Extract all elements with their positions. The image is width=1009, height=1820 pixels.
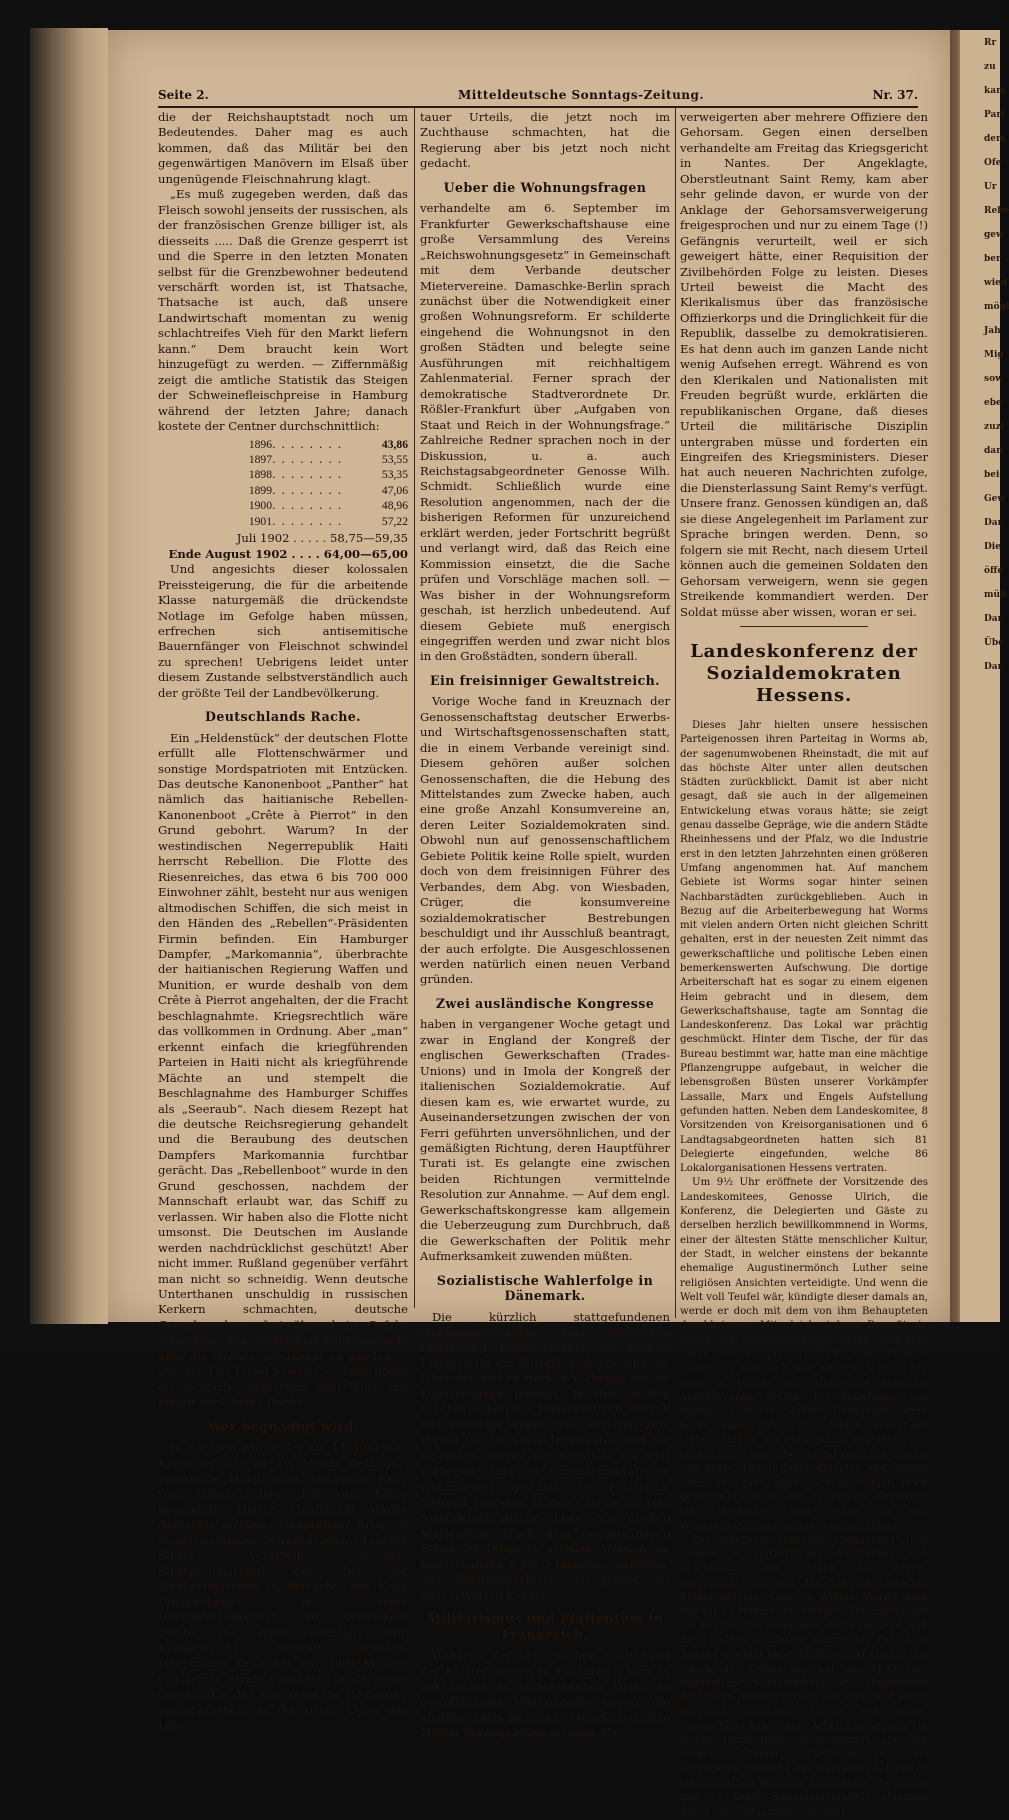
next-page-fragment: ber	[984, 254, 1001, 264]
next-page-fragment: kam	[984, 86, 1006, 96]
column-rule	[675, 108, 676, 1318]
price-year: 1897	[248, 452, 272, 466]
article-heading: Sozialistische Wahlerfolge in Dänemark.	[436, 1272, 654, 1304]
next-page-fragment: sow	[984, 374, 1003, 384]
price-row	[158, 452, 408, 467]
next-page-fragment: Ur	[984, 182, 997, 192]
newspaper-title: Mitteldeutsche Sonntags-Zeitung.	[458, 88, 705, 102]
page-number: Seite 2.	[158, 88, 209, 102]
next-page-fragment: Gew	[984, 494, 1006, 504]
next-page-fragment: zu	[984, 62, 996, 72]
price-row-august: Ende August 1902 . . . . 64,00—65,00	[168, 546, 408, 561]
column-2	[420, 110, 670, 1740]
paragraph: Die kürzlich stattgefundenen Wahlmännerwahlen zum dänischen Landsthing haben bisher zu großen Erfolgen für die Sozialdemokratie und die Liberalen und zu starken Verlusten für die Konservativen geführt. In den großen Städten haben die Konservativen überall bedeutend an Stimmenzahl verloren, zum Vorteil für die Sozialdemokraten und die Liberalen. Soweit die Resultate bis jetzt vorliegen, sind 39 sozialdemokratische Wahlmänner gewählt. In Fridericia, Näftved, Nakskov, Horsens siegte die rein sozialdemokratische Liste mit großen Majoritäten. Nach dem gegenwärtigen Stand der Dinge zu urteilen, werden die Konservativen 6 bis 7 Mandate einbüßen, ihre Stimmenverluste sind größer, als man erwarten konnte.	[420, 1309, 670, 1602]
column-1	[158, 110, 408, 1733]
paragraph: haben in vergangener Woche getagt und zwar in England der Kongreß der englischen Gewerkschaften (Trades-Unions) und in Imola der Kongreß der italienischen Sozialdemokratie. Auf diesen kam es, wie erwartet wurde, zu Auseinandersetzungen zwischen der von Ferri geführten unversöhnlichen, und der gemäßigten Richtung, deren Hauptführer Turati ist. Es gelangte eine zwischen beiden Richtungen vermittelnde Resolution zur Annahme. — Auf dem engl. Gewerkschaftskongresse kam allgemein die Ueberzeugung zum Durchbruch, daß die Gewerkschaften der Politik mehr Aufmerksamkeit zuwenden müßten.	[420, 1017, 670, 1264]
next-page-fragment: Übe	[984, 638, 1004, 648]
next-page-fragment: öffe	[984, 566, 1004, 576]
page-header	[158, 86, 918, 108]
price-row	[158, 483, 408, 498]
issue-number: Nr. 37.	[872, 88, 918, 102]
price-year: 1901	[248, 514, 272, 528]
price-table	[158, 437, 408, 530]
price-value: 57,22	[381, 514, 408, 528]
article-heading: Ein freisinniger Gewaltstreich.	[430, 672, 660, 688]
article-heading: Militarismus und Pfaffentum in Frankreich.	[427, 1611, 663, 1642]
price-row	[158, 514, 408, 529]
price-value: 48,96	[381, 499, 408, 513]
article-heading: Landeskonferenz der Sozialdemokraten Hessens.	[690, 640, 918, 706]
next-page-fragment: Jah	[984, 326, 1001, 336]
next-page-fragment: bei	[984, 470, 1000, 480]
price-value: 53,55	[381, 452, 408, 466]
leader-dots: . . . . . . . .	[272, 451, 343, 466]
paragraph: Und angesichts dieser kolossalen Preissteigerung, die für die arbeitende Klasse naturgemäß die drückendste Notlage im Gefolge haben müssen, erfrechen sich antisemitische Bauernfänger von Fleischnot schwindel zu sprechen! Uebrigens leidet unter diesem Zustande selbstverständlich auch der größte Teil der Landbevölkerung.	[158, 562, 408, 700]
paragraph: Vorige Woche fand in Kreuznach der Genossenschaftstag deutscher Erwerbs- und Wirtschaftsgenossenschaften statt, die in einem Verbande vereinigt sind. Diesem gehören außer solchen Genossenschaften, die die Hebung des Mittelstandes zum Zwecke haben, auch eine große Anzahl Konsumvereine an, deren Leiter Sozialdemokraten sind. Obwohl nun auf genossenschaftlichem Gebiete Politik keine Rolle spielt, wurden doch von dem freisinnigen Führer des Verbandes, dem Abg. von Wiesbaden, Crüger, die konsumvereine sozialdemokratischer Bestrebungen beschuldigt und ihr Ausschluß beantragt, der auch erfolgte. Die Ausgeschlossenen werden natürlich einen neuen Verband gründen.	[420, 694, 670, 987]
paragraph: „Es muß zugegeben werden, daß das Fleisch sowohl jenseits der russischen, als der französischen Grenze billiger ist, als diesseits ..... Daß die Grenze gesperrt ist und die Sperre in den letzten Monaten selbst für die Grenzbewohner bedeutend verschärft worden ist, ist Thatsache, Thatsache ist auch, daß unsere Landwirtschaft momentan zu wenig schlachtreifes Vieh für den Markt liefern kann.“ Dem braucht kein Wort hinzugefügt zu werden. — Ziffernmäßig zeigt die amtliche Statistik das Steigen der Schweinefleischpreise in Hamburg während der letzten Jahre; danach kostete der Centner durchschnittlich:	[158, 187, 408, 434]
price-year: 1899	[248, 483, 272, 497]
next-page-fragment: wied	[984, 278, 1008, 288]
price-value: 53,35	[381, 468, 408, 482]
article-heading: Wer begnadigt wird.	[207, 1418, 359, 1434]
next-page-fragment: dan	[984, 446, 1003, 456]
next-page-fragment: ebe	[984, 398, 1002, 408]
price-value: 47,06	[381, 483, 408, 497]
paragraph: In Sachsen wurde der am 14. Juni vom Kriegsgerichte zu 4½ Monat Gefängnis verurteilte Hauptmann Ambrosius Krug vom Infanterie-Reg. 178 vom König begnadigt. Dieser Gnadenakt dürfte Aufsehen erregen. Hauptmann Krug ist wegen gemeiner Schwindeleien zu dieser Strafe verurteilt worden. Strafverschärfend kam bei der Strafausmessung in Betracht, daß Krug Untergebene in seine Unregelmäßigkeiten zu verwickeln wußte, die dann ebenfalls vom Kriegsgericht bestraft wurden. Hauptmann Krug hat nur zwei Monate von seiner Strafe verbüßt. Für derartige Gnadenakte des Königs ist die Regierung verantwortlich. An die armen Opfer des Löb-	[158, 1440, 408, 1733]
next-page-fragment: Die	[984, 542, 1001, 552]
price-row	[158, 498, 408, 513]
next-page-fragment: zuzi	[984, 422, 1005, 432]
price-row-july: Juli 1902 . . . . . 58,75—59,35	[236, 531, 408, 546]
next-page-fragment: Rebe	[984, 206, 1009, 216]
price-row	[158, 437, 408, 452]
price-year: 1900	[248, 499, 272, 513]
next-page-fragment: Ofe	[984, 158, 1002, 168]
price-year: 1896	[248, 437, 272, 451]
price-year: 1898	[248, 468, 272, 482]
paragraph: Der Arbeitergesangverein „Sängerlust“ trug sodann in vortrefflicher Ausführung den prächtigen Chor „Mann der Arbeit, aufgewacht“ vor, der den Sängern lebhaften Beifall brachte. Genosse Winkler-Worms hieß hierauf im Namen der hiesigen Parteigenossen die Konferenz willkommen, dafür dankend, daß die Landesorganisation Worms als Ort ihrer Tagung gewählt habe. Redner lenkt ebenso wie Ulrich die Erinnerung auf die 1872 hier abgehaltene Versammlung des Allgemeinen deutschen Arbeitervereins hin und zieht einen Vergleich zwischen damals und heute. Inzwischen habe die Arbeiterbewegung in Worms lange Jahre geschlummert, aber ein junger Stamm Parteigenossen sei herangewachsen und das Wort eines bekannten einflußreichen Wormser Einwohners „In Worms gibt es keine Sozialdemokratie!“ glänzend durch die Thatsachen widerlegt	[680, 1534, 928, 1818]
paragraph: Während der behördlichen Schließung der Klosterschulen in Frankreich kam es bekanntlich in verschiedenen Orten zu gewaltsamem Widerstande gegen die ausführenden Beamten. Mehrfach mußte Militär herangezogen werden. Es	[420, 1648, 670, 1740]
paragraph: Ein „Heldenstück“ der deutschen Flotte erfüllt alle Flottenschwärmer und sonstige Mordspatrioten mit Entzücken. Das deutsche Kanonenboot „Panther“ hat nämlich das haitianische Rebellen-Kanonenboot „Crête à Pierrot“ in den Grund gebohrt. Warum? In der westindischen Negerrepublik Haiti herrscht Rebellion. Die Flotte des Riesenreiches, das etwa 6 bis 700 000 Einwohner zählt, besteht nur aus wenigen altmodischen Schiffen, die sich meist in den Händen des „Rebellen“-Präsidenten Firmin befinden. Ein Hamburger Dampfer, „Markomannia“, überbrachte der haitianischen Regierung Waffen und Munition, er wurde deshalb von dem Crête à Pierrot angehalten, der die Fracht beschlagnahmte. Kriegsrechtlich wäre das vollkommen in Ordnung. Aber „man“ erkennt einfach die kriegführenden Parteien in Haiti nicht als kriegführende Mächte an und stempelt die Beschlagnahme des Hamburger Schiffes als „Seeraub“. Nach diesem Rezept hat die deutsche Reichsregierung gehandelt und die Beraubung des deutschen Dampfers Markomannia furchtbar gerächt. Das „Rebellenboot“ wurde in den Grund geschossen, nachdem der Mannschaft erlaubt war, das Schiff zu verlassen. Wir haben also die Flotte nicht umsonst. Die Deutschen im Auslande werden nachdrücklichst geschützt! Aber nicht immer. Rußland gegenüber verfährt man nicht so schneidig. Wenn deutsche Unterthanen unschuldig in russischen Kerkern schmachten, deutsche Grenzbewohner fortwährend in Gefahr schweben, von russischen Polizeispitzeln über die Grenze geschleppt zu werden — wie der Fall Kugel beweist — dann findet die deutsche Regierung kein Wort und nimmt auch keine Rache.	[158, 730, 408, 1410]
next-page-fragment: Mig	[984, 350, 1004, 360]
next-page-fragment: müß	[984, 590, 1007, 600]
price-row	[158, 467, 408, 482]
leader-dots: . . . . . . . .	[272, 482, 343, 497]
article-heading: Deutschlands Rache.	[205, 709, 361, 725]
article-end-rule	[740, 626, 868, 627]
next-page-fragment: Dar	[984, 614, 1003, 624]
book-page-edges	[30, 28, 108, 1324]
column-3	[680, 110, 928, 1818]
next-page-fragment: Dar	[984, 662, 1003, 672]
leader-dots: . . . . . . . .	[272, 467, 343, 482]
next-page-strip	[960, 30, 1009, 1322]
price-value: 43,86	[381, 437, 408, 451]
next-page-fragment: Pari	[984, 110, 1005, 120]
article-heading: Zwei ausländische Kongresse	[435, 995, 655, 1011]
paragraph: Dieses Jahr hielten unsere hessischen Parteigenossen ihren Parteitag in Worms ab, der sagenumwobenen Rheinstadt, die mit auf das höchste Alter unter allen deutschen Städten zurückblickt. Damit ist aber nicht gesagt, daß sie auch in der allgemeinen Entwickelung etwas voraus hätte; sie zeigt genau dasselbe Gepräge, wie die andern Städte Rheinhessens und der Pfalz, wo die Industrie erst in den letzten Jahrzehnten einen größeren Umfang angenommen hat. Auf manchem Gebiete ist Worms sogar hinter seinen Nachbarstädten zurückgeblieben. Auch in Bezug auf die Arbeiterbewegung hat Worms mit vielen andern Orten nicht gleichen Schritt gehalten, erst in der neuesten Zeit nimmt das gewerkschaftliche und politische Leben einen bemerkenswerten Aufschwung. Die dortige Arbeiterschaft hat es sogar zu einem eigenen Heim gebracht und in diesem, dem Gewerkschaftshause, tagte am Sonntag die Landeskonferenz. Das Lokal war prächtig geschmückt. Hinter dem Tische, der für das Bureau bestimmt war, hatte man eine mächtige Pflanzengruppe aufgebaut, in welcher die lebensgroßen Büsten unserer Vorkämpfer Lassalle, Marx und Engels Aufstellung gefunden hatten. Neben dem Landeskomitee, 8 Vorsitzenden von Kreisorganisationen und 6 Landtagsabgeordneten hatten sich 81 Delegierte eingefunden, welche 86 Lokalorganisationen Hessens vertraten.	[680, 719, 928, 1175]
next-page-fragment: mögl	[984, 302, 1009, 312]
next-page-fragment: gew	[984, 230, 1004, 240]
paragraph: verhandelte am 6. September im Frankfurter Gewerkschaftshause eine große Versammlung des Vereins „Reichswohnungsgesetz“ in Gemeinschaft mit dem Verbande deutscher Mietervereine. Damaschke-Berlin sprach zunächst über die Notwendigkeit einer großen Wohnungsreform. Er schilderte eingehend die Wohnungsnot in den großen Städten und belegte seine Ausführungen mit reichhaltigem Zahlenmaterial. Ferner sprach der demokratische Stadtverordnete Dr. Rößler-Frankfurt über „Aufgaben von Staat und Reich in der Wohnungsfrage.“ Zahlreiche Redner sprachen noch in der Diskussion, u. a. auch Reichstagsabgeordneter Genosse Wilh. Schmidt. Schließlich wurde eine Resolution angenommen, nach der die bisherigen Reformen für unzureichend erklärt werden, jeder Fortschritt begrüßt und verlangt wird, daß das Reich eine Kommission einsetzt, die die Sache prüfen und Vorschläge machen soll. — Was bisher in der Wohnungsreform geschah, ist herzlich unbedeutend. Auf diesem Gebiete muß energisch eingegriffen werden und zwar nicht blos in den Großstädten, sondern überall.	[420, 201, 670, 664]
next-page-fragment: dem	[984, 134, 1006, 144]
column-rule	[414, 108, 415, 1308]
paragraph: tauer Urteils, die jetzt noch im Zuchthause schmachten, hat die Regierung aber bis jetzt noch nicht gedacht.	[420, 110, 670, 171]
leader-dots: . . . . . . . .	[272, 436, 343, 451]
next-page-fragment: Rr	[984, 38, 997, 48]
leader-dots: . . . . . . . .	[272, 513, 343, 528]
paragraph: verweigerten aber mehrere Offiziere den Gehorsam. Gegen einen derselben verhandelte am Freitag das Kriegsgericht in Nantes. Der Angeklagte, Oberstleutnant Saint Remy, kam aber sehr gelinde davon, er wurde von der Anklage der Gehorsamsverweigerung freigesprochen und nur zu einem Tage (!) Gefängnis verurteilt, weil er sich geweigert hätte, einer Requisition der Zivilbehörden Folge zu leisten. Dieses Urteil beweist die Macht des Klerikalismus über das französische Offizierkorps und die Dringlichkeit für die Republik, dasselbe zu demokratisieren. Es hat denn auch im ganzen Lande nicht wenig Aufsehen erregt. Während es von den Klerikalen und Nationalisten mit Freuden begrüßt wurde, erklärten die republikanischen Organe, daß dieses Urteil die militärische Disziplin untergraben müsse und forderten ein Eingreifen des Kriegsministers. Dieser hat auch neueren Nachrichten zufolge, die Diensterlassung Saint Remy's verfügt. Unsere franz. Genossen kündigen an, daß sie diese Angelegenheit im Parlament zur Sprache bringen werden. Denn, so folgern sie mit Recht, nach diesem Urteil können auch die gemeinen Soldaten den Gehorsam verweigern, wenn sie gegen Streikende kommandiert werden. Der Soldat müsse aber wissen, woran er sei.	[680, 110, 928, 619]
next-page-fragment: Dar	[984, 518, 1003, 528]
leader-dots: . . . . . . . .	[272, 498, 343, 513]
paragraph: die der Reichshauptstadt noch um Bedeutendes. Daher mag es auch kommen, daß das Militär bei den gegenwärtigen Manövern im Elsaß über ungenügende Fleischnahrung klagt.	[158, 110, 408, 186]
article-heading: Ueber die Wohnungsfragen	[443, 179, 647, 195]
paragraph: Um 9½ Uhr eröffnete der Vorsitzende des Landeskomitees, Genosse Ulrich, die Konferenz, die Delegierten und Gäste zu derselben herzlich bewillkommnend in Worms, einer der ältesten Stätte menschlicher Kultur, der Stadt, in welcher einstens der bekannte ehemalige Augustinermönch Luther seine religiösen Ansichten verteidigte. Und wenn die Welt voll Teufel wär, kündigte dieser damals an, werde er doch mit dem von ihm Behaupteten durchbringen. Mit gleich stolzem Bewußtsein könne die Sozialdemokratie sagen, daß ihre Ideen einer ganzen Welt von Feinden gegenüber siegreich sein werden. Schon 1872 habe in Worms der Allgemeine deutsche Arbeiterverein getagt. Ein Teilnehmer von damals, Genosse Wilhelm-Darmstadt, weilt heute noch unter uns. Welch gewaltiger Unterschied in der Entwicklung der deutschen politischen Arbeiterbewegung zwischen damals und heute! Die 30 Jahre Kämpfen und Ringen seien an Opfer, aber auch an Siegen reich gewesen. Er hoffe, daß die heutige Konferenz ein Markstein sein möge in der Weiterentwicklung unserer Organisation.	[680, 1177, 928, 1532]
